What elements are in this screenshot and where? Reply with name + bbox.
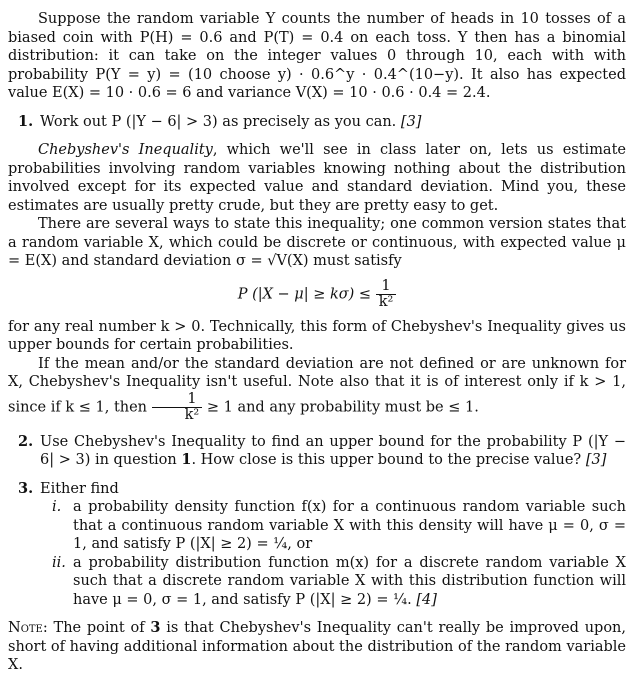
part-label: ii. [52, 554, 66, 571]
marks: [4] [416, 591, 437, 608]
note-label: Note: [8, 620, 48, 636]
intro-paragraph: Suppose the random variable Y counts the number of heads in 10 tosses of a biased coin with P(H) = 0.6 and P(T) = 0.4 on each toss. Y then has a binomial distribution: it can take on the integer values 0 through 10, each with with probability P(Y = y) = (10 choose y) · 0.6^y · 0.4^(10−y). It also has expected value E(X) = 10 · 0.6 = 6 and variance V(X) = 10 · 0.6 · 0.4 = 2.4. [8, 11, 626, 101]
chebyshev-intro: Chebyshev's Inequality, which we'll see in class later on, lets us estimate probabilities involving random variables knowing nothing about the distribution involved except for its expected value and standard deviation. Mind you, these estimates are usually pretty crude, but they are pretty easy to get. [8, 142, 626, 214]
marks: [3] [400, 113, 422, 130]
question-reference: 3 [150, 619, 161, 636]
question-lead: Either find [40, 480, 119, 497]
fraction: $\frac{1}{\text{k²}}$ [376, 279, 397, 310]
question-3-part-ii: ii. a probability distribution function m(x) for a discrete random variable X such that a discrete random variable X with this distribution function will have μ = 0, σ = 1, and satisfy P (|X| ≥ 2) = ¼. [4] [52, 554, 626, 608]
question-number: 2. [18, 432, 34, 450]
note-paragraph: Note: The point of 3 is that Chebyshev's Inequality can't really be improved upon, short of having additional information about the distribution of the random variable X. [8, 619, 626, 673]
mean-paragraph: If the mean and/or the standard deviation are not defined or are unknown for X, Chebyshev's Inequality isn't useful. Note also that it is of interest only if k > 1, since if k ≤ 1, then $\frac{1}{\text{k²}}$ ≥ 1 and any probability must be ≤ 1. [8, 355, 626, 423]
question-1 [8, 113, 626, 132]
question-text: Work out P (|Y − 6| > 3) as precisely as you can. [40, 113, 397, 130]
question-3-part-i: i. a probability density function f(x) for a continuous random variable such that a continuous random variable X with this density will have μ = 0, σ = 1, and satisfy P (|X| ≥ 2) = ¼, or [52, 499, 626, 552]
question-reference: 1 [181, 451, 192, 468]
real-number-paragraph: for any real number k > 0. Technically, this form of Chebyshev's Inequality gives us upper bounds for certain probabilities. [8, 318, 626, 353]
statement-paragraph: There are several ways to state this inequality; one common version states that a random variable X, which could be discrete or continuous, with expected value μ = E(X) and standard deviation σ = √V(X) must satisfy [8, 216, 626, 269]
question-number: 1. [18, 112, 34, 130]
fraction: $\frac{1}{\text{k²}}$ [152, 392, 203, 423]
chebyshev-inequality: P (|X − μ| ≥ kσ) ≤ $\frac{1}{\text{k²}}$ [8, 279, 626, 310]
marks: [3] [585, 452, 607, 468]
part-label: i. [52, 499, 62, 515]
question-3 [8, 480, 626, 499]
question-number: 3. [18, 479, 34, 497]
question-2: 2. Use Chebyshev's Inequality to find an upper bound for the probability P (|Y − 6| > 3) in question 1. How close is this upper bound to the precise value? [3] [18, 432, 626, 468]
term-chebyshev: Chebyshev's Inequality [38, 142, 213, 158]
